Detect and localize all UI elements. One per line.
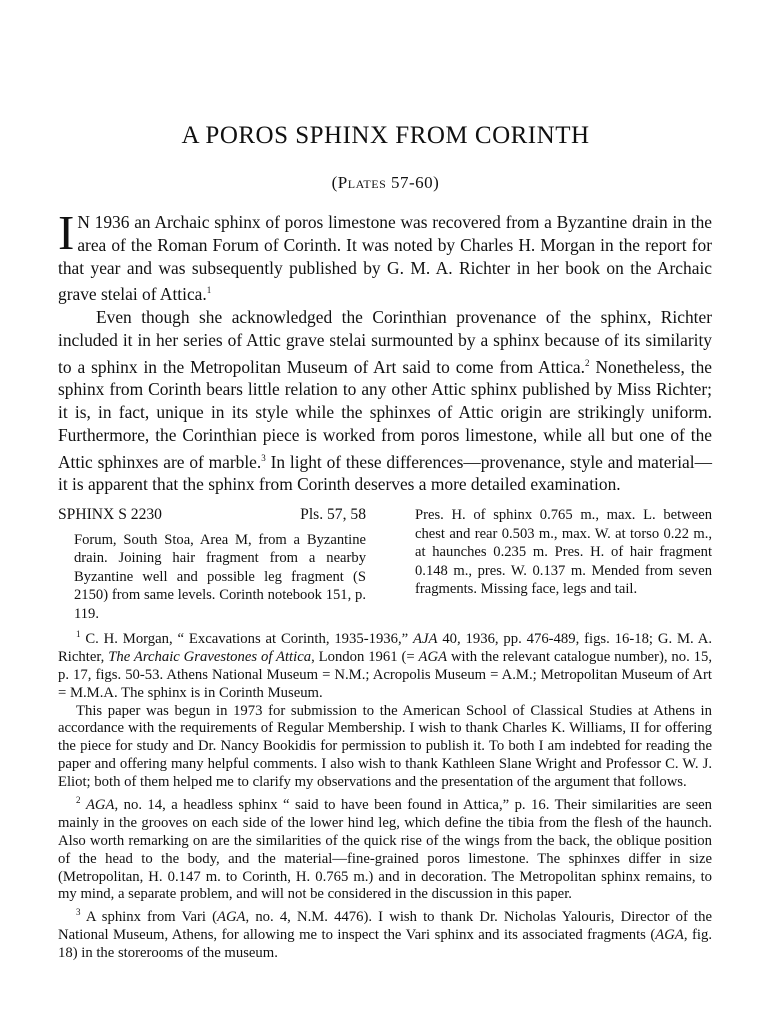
catalog-entry xyxy=(58,506,712,624)
plates-reference: (Plates 57-60) xyxy=(331,173,440,192)
catalog-plates: Pls. 57, 58 xyxy=(300,506,366,523)
footnote-ref-3: 3 xyxy=(261,452,266,463)
catalog-heading xyxy=(58,506,366,525)
footnote-3: $^3$ A sphinx from Vari (AGA, no. 4, N.M. 4476). I wish to thank Dr. Nicholas Yalouris, Director of the National Museum, Athens, for allowing me to inspect the Vari sphinx and its associated fragments (AGA, fig. 18) in the storerooms of the museum. xyxy=(58,907,712,962)
footnote-ref-1: 1 xyxy=(206,285,212,296)
paragraph-2: Even though she acknowledged the Corinthian provenance of the sphinx, Richter included it in her series of Attic grave stelai surmounted by a sphinx because of its similarity to a sphinx in the Metropolitan Museum of Art said to come from Attica.$^2$ Nonetheless, the sphinx from Corinth bears little relation to any other Attic sphinx published by Miss Richter; it is, in fact, unique in its style while the sphinxes of Attic origin are strikingly uniform. Furthermore, the Corinthian piece is worked from poros limestone, while all but one of the Attic sphinxes are of marble.$^3$ In light of these differences—provenance, style and material—it is apparent that the sphinx from Corinth deserves a more detailed examination. xyxy=(58,306,712,495)
catalog-measurements: Pres. H. of sphinx 0.765 m., max. L. between chest and rear 0.503 m., max. W. at torso 0.22 m., at haunches 0.235 m. Pres. H. of hair fragment 0.148 m., pres. W. 0.137 m. Mended from seven fragments. Missing face, legs and tail. xyxy=(415,507,712,598)
catalog-location: Forum, South Stoa, Area M, from a Byzantine drain. Joining hair fragment from a nearby Byzantine well and possible leg fragment (S 2150) from same levels. Corinth notebook 151, p. 119. xyxy=(74,531,366,622)
catalog-left-column xyxy=(58,506,366,624)
footnote-ref-2: 2 xyxy=(585,357,590,368)
footnotes xyxy=(58,626,712,963)
footnote-2: $^2$ AGA, no. 14, a headless sphinx “ said to have been found in Attica,” p. 16. Their similarities are seen mainly in the grooves on each side of the lower hind leg, which define the tibia from the flesh of the haunch. Also worth remarking on are the similarities of the quick rise of the wings from the back, the oblique position of the head to the body, and the material—fine-grained poros limestone. The sphinxes differ in size (Metropolitan, H. 0.147 m. to Corinth, H. 0.765 m.) and in decoration. The Metropolitan sphinx remains, to my mind, a separate problem, and will not be considered in the discussion in this paper. xyxy=(58,795,713,903)
article-title: A POROS SPHINX FROM CORINTH xyxy=(181,122,590,149)
footnote-1-acknowledgments: This paper was begun in 1973 for submission to the American School of Classical Studies at Athens in accordance with the requirements of Regular Membership. I wish to thank Charles K. Williams, II for offering the piece for study and Dr. Nancy Bookidis for permission to publish it. To both I am indebted for reading the paper and offering many helpful comments. I also wish to thank Kathleen Slane Wright and Professor C. W. J. Eliot; both of them helped me to clarify my observations and the presentation of the argument that follows. xyxy=(58,702,712,791)
drop-cap: I xyxy=(58,205,75,260)
catalog-number: SPHINX S 2230 xyxy=(58,506,162,523)
paragraph-1: I N 1936 an Archaic sphinx of poros limestone was recovered from a Byzantine drain in the area of the Roman Forum of Corinth. It was noted by Charles H. Morgan in the report for that year and was subsequently published by G. M. A. Richter in her book on the Archaic grave stelai of Attica.$^1$ xyxy=(58,205,712,305)
footnote-1: $^1$ C. H. Morgan, “ Excavations at Corinth, 1935-1936,” AJA 40, 1936, pp. 476-489, figs. 16-18; G. M. A. Richter, The Archaic Gravestones of Attica, London 1961 (= AGA with the relevant catalogue number), no. 15, p. 17, figs. 50-53. Athens National Museum = N.M.; Acropolis Museum = A.M.; Metropolitan Museum of Art = M.M.A. The sphinx is in Corinth Museum. xyxy=(58,629,712,701)
main-text xyxy=(58,205,712,496)
